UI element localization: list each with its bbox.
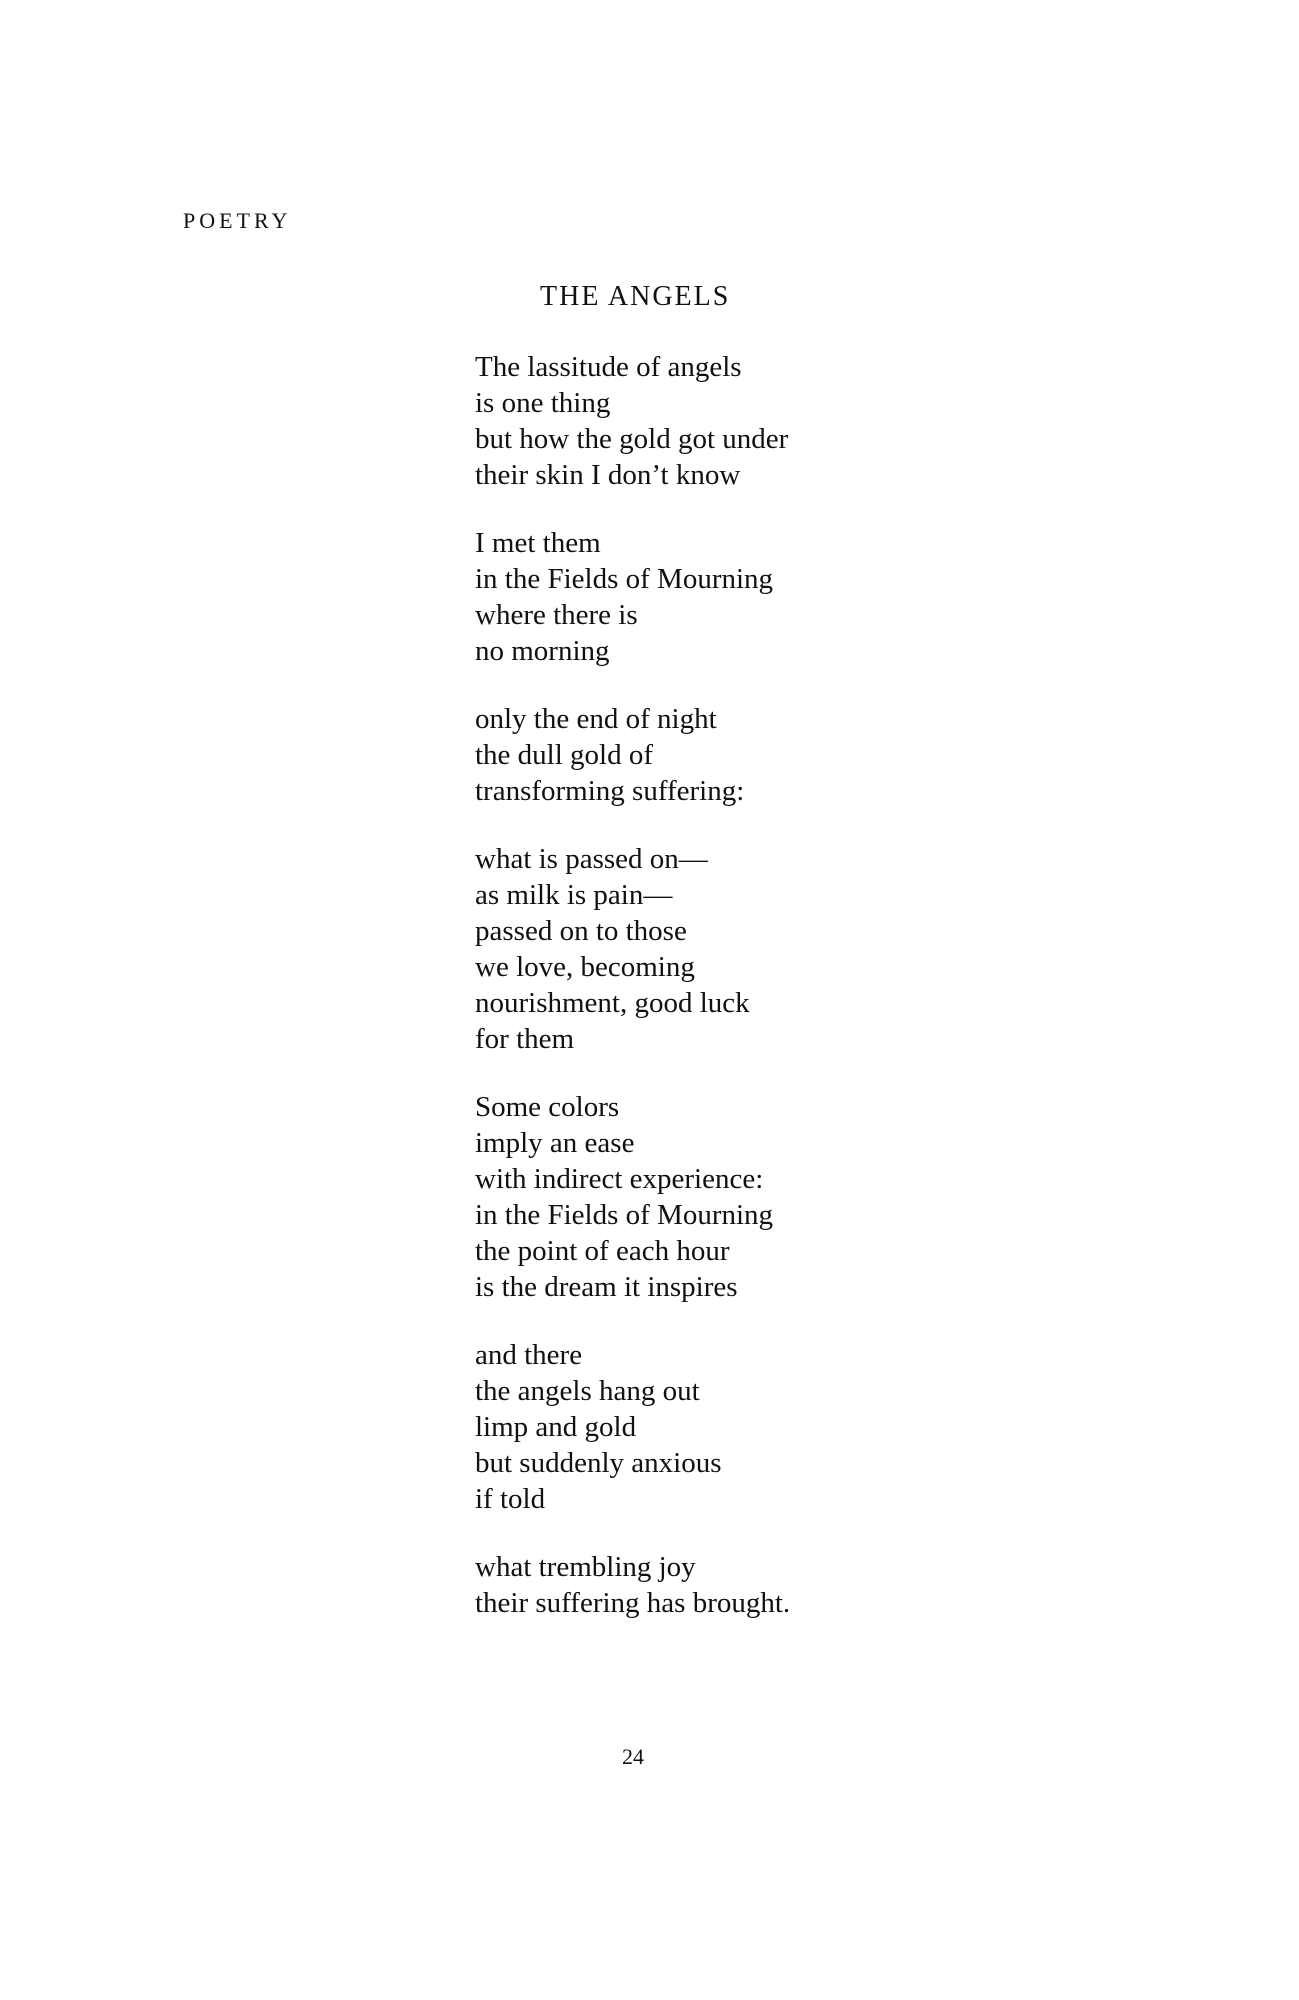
- poem-line: passed on to those: [475, 915, 687, 947]
- poem-line: is one thing: [475, 387, 611, 419]
- stanza-2: [475, 525, 995, 669]
- running-head: POETRY: [183, 208, 292, 233]
- poem-line: the dull gold of: [475, 739, 654, 771]
- poem-line: with indirect experience:: [475, 1163, 764, 1195]
- poem-line: The lassitude of angels: [475, 351, 742, 383]
- poem-title: THE ANGELS: [540, 281, 731, 312]
- poem-line: I met them: [475, 527, 601, 559]
- poem-body: [475, 349, 995, 1653]
- stanza-5: [475, 1089, 995, 1305]
- poem-line: Some colors: [475, 1091, 620, 1123]
- poem-line: their skin I don’t know: [475, 459, 741, 491]
- poem-line: the angels hang out: [475, 1375, 700, 1407]
- poem-line: nourishment, good luck: [475, 987, 750, 1019]
- poem-line: limp and gold: [475, 1411, 637, 1443]
- poem-line: where there is: [475, 599, 638, 631]
- stanza-7: [475, 1549, 995, 1621]
- poem-line: in the Fields of Mourning: [475, 1199, 774, 1231]
- poem-line: what trembling joy: [475, 1551, 696, 1583]
- poem-line: if told: [475, 1483, 546, 1515]
- stanza-6: [475, 1337, 995, 1517]
- poem-line: in the Fields of Mourning: [475, 563, 774, 595]
- poem-line: is the dream it inspires: [475, 1271, 738, 1303]
- stanza-1: [475, 349, 995, 493]
- poem-line: we love, becoming: [475, 951, 695, 983]
- poem-line: what is passed on—: [475, 843, 708, 875]
- poem-line: their suffering has brought.: [475, 1587, 791, 1619]
- poem-line: the point of each hour: [475, 1235, 730, 1267]
- poem-line: transforming suffering:: [475, 775, 745, 807]
- poem-line: imply an ease: [475, 1127, 635, 1159]
- page-number: 24: [622, 1744, 644, 1769]
- poem-line: as milk is pain—: [475, 879, 673, 911]
- stanza-3: [475, 701, 995, 809]
- poem-line: no morning: [475, 635, 610, 667]
- poem-line: but how the gold got under: [475, 423, 789, 455]
- stanza-4: [475, 841, 995, 1057]
- poem-line: but suddenly anxious: [475, 1447, 722, 1479]
- poem-line: and there: [475, 1339, 583, 1371]
- poem-line: for them: [475, 1023, 575, 1055]
- poem-line: only the end of night: [475, 703, 717, 735]
